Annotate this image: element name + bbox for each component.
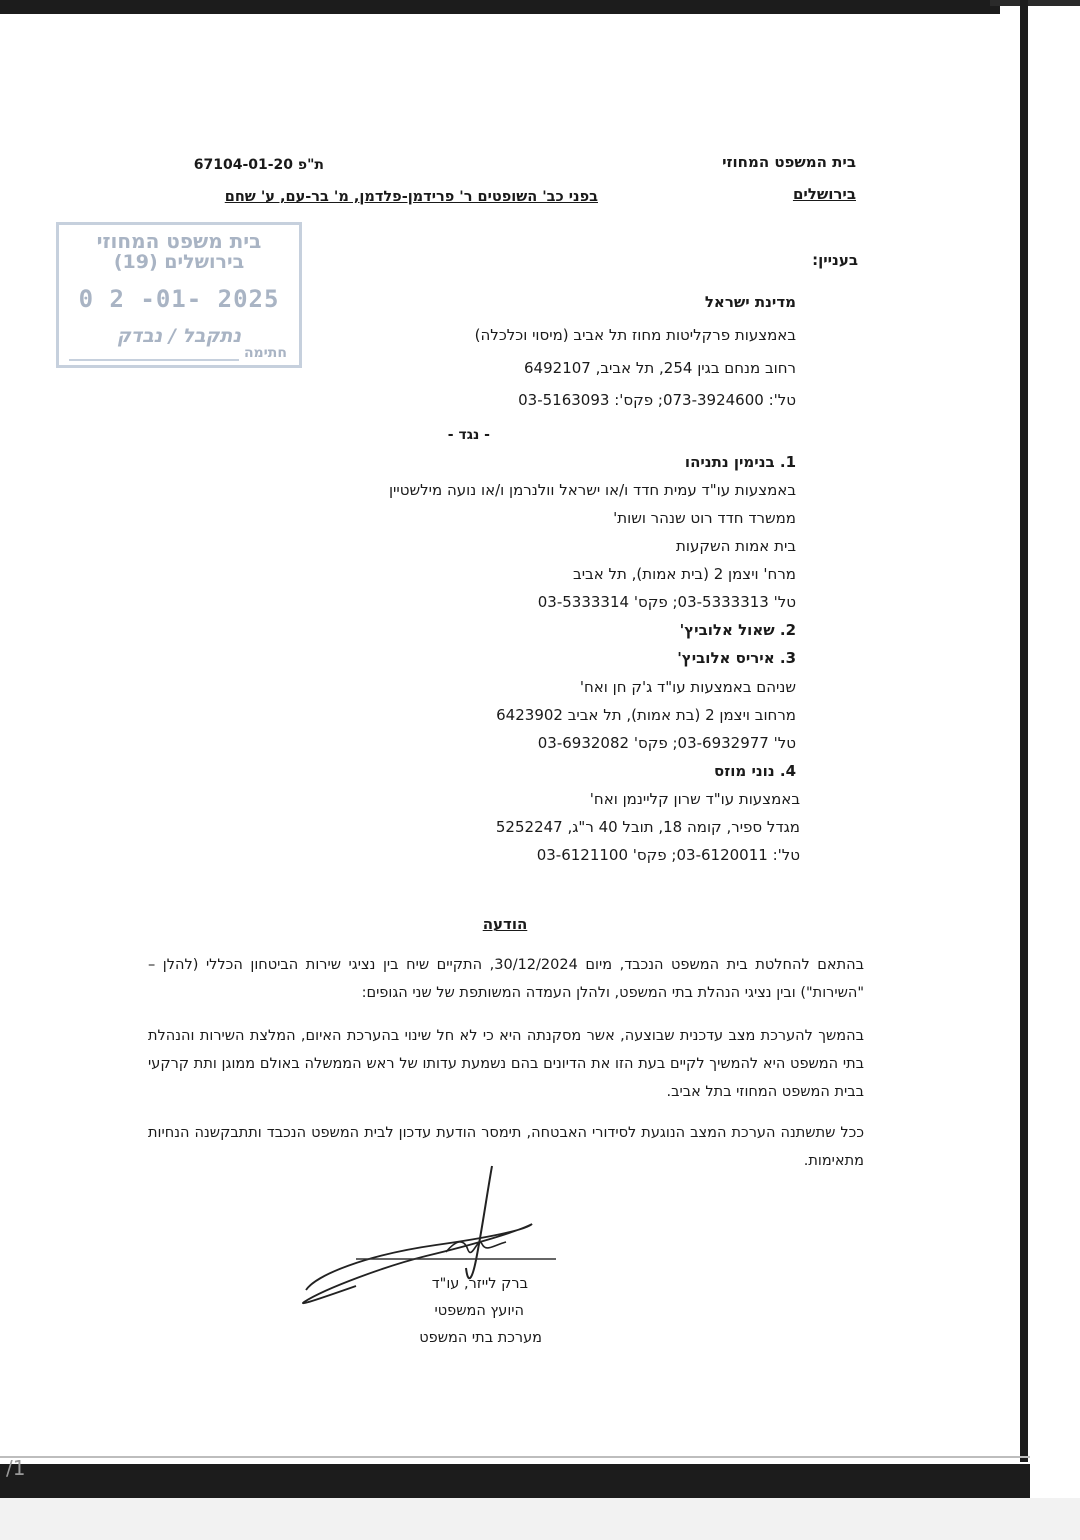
defendant-1-line: טל' 03-5333313; פקס' 03-5333314: [537, 593, 796, 611]
defendant-1-line: ממשרד חדד רוט שנהר ושות': [613, 509, 796, 527]
defendant-1-line: באמצעות עו"ד עמית חדד ו/או ישראל וולנרמן ו/או נועה מילשטיין: [388, 481, 796, 499]
stamp-signature-line: [69, 359, 239, 361]
notice-paragraph-3: ככל שתשתנה הערכת המצב הנוגעת לסידורי האבטחה, תימסר הודעת עדכון לבית המשפט הנכבד ותתבקשנה הנחיות מתאימות.: [148, 1125, 864, 1169]
notice-paragraph-1: בהתאם להחלטת בית המשפט הנכבד, מיום 30/12/2024, התקיים שיח בין נציגי שירות הביטחון הכללי (להלן – "השירות") ובין נציגי הנהלת בתי המשפט, ולהלן העמדה המשותפת של שני הגופים:: [148, 957, 864, 1001]
scan-corner-mark: /1: [6, 1456, 26, 1480]
defendant-4-line: באמצעות עו"ד שרון קליינמן ואח': [589, 790, 800, 808]
stamp-court: בית משפט המחוזי: [96, 229, 262, 253]
defendant-3-name: 3. איריס אלוביץ': [677, 649, 796, 667]
stamp-city: בירושלים (19): [113, 251, 245, 273]
scan-edge-top: [0, 0, 1000, 14]
defendant-3-line: שניהם באמצעות עו"ד ג'ק חן ואח': [579, 678, 796, 696]
handwritten-signature: [296, 1160, 566, 1320]
signatory-name: ברק לייזר, עו"ד: [431, 1276, 528, 1292]
case-number: ת"פ 67104-01-20: [193, 157, 324, 173]
scan-edge-bottom: [0, 1464, 1030, 1498]
defendant-1-line: מרח' ויצמן 2 (בית אמות), תל אביב: [573, 565, 796, 583]
defendant-1-name: 1. בנימין נתניהו: [684, 453, 796, 471]
signatory-title: היועץ המשפטי: [434, 1303, 524, 1319]
scan-edge-right: [1020, 0, 1028, 1462]
plaintiff-phone: טל': 073-3924600; פקס': 03-5163093: [518, 391, 796, 409]
defendant-3-line: מרחוב ויצמן 2 (בת אמות), תל אביב 6423902: [496, 706, 796, 724]
defendant-4-name: 4. נוני מוזס: [714, 762, 796, 780]
signatory-org: מערכת בתי המשפט: [419, 1330, 542, 1346]
court-city: בירושלים: [792, 185, 856, 203]
plaintiff-name: מדינת ישראל: [704, 293, 796, 311]
scan-edge-top-right: [990, 0, 1080, 6]
stamp-date: 0 2 -01- 2025: [78, 285, 280, 313]
stamp-received: נתקבל / נבדק: [116, 325, 242, 347]
plaintiff-address: רחוב מנחם בגין 254, תל אביב, 6492107: [524, 359, 796, 377]
judges-line: בפני כב' השופטים ר' פרידמן-פלדמן, מ' בר-עם, ע' שחם: [224, 189, 598, 205]
notice-paragraph-2: בהמשך להערכת מצב עדכנית שבוצעה, אשר מסקנתה היא כי לא חל שינוי בהערכת האיום, המלצת השירות והנהלת בתי המשפט היא להמשיך לקיים בעת הזו את הדיונים בהם נשמעת עדותו של ראש הממשלה באולם ממוגן ותת קרקעי בבית המשפט המחוזי בתל אביב.: [148, 1028, 864, 1100]
notice-title: הודעה: [482, 915, 528, 933]
scan-edge-line: [0, 1456, 1030, 1458]
defendant-2-name: 2. שאול אלוביץ': [679, 621, 796, 639]
defendant-3-line: טל' 03-6932977; פקס' 03-6932082: [537, 734, 796, 752]
defendant-1-line: בית אמות השקעות: [676, 537, 796, 555]
plaintiff-via: באמצעות פרקליטות מחוז תל אביב (מיסוי וכלכלה): [474, 326, 796, 344]
defendant-4-line: מגדל ספיר, קומה 18, תובל 40 ר"ג, 5252247: [495, 818, 800, 836]
re-label: בעניין:: [812, 251, 858, 269]
stamp-signature-label: חתימה: [243, 345, 287, 361]
versus-label: - נגד -: [447, 427, 490, 443]
defendant-4-line: טל': 03-6120011; פקס' 03-6121100: [536, 846, 800, 864]
court-received-stamp: [56, 222, 302, 368]
court-name: בית המשפט המחוזי: [722, 153, 856, 171]
